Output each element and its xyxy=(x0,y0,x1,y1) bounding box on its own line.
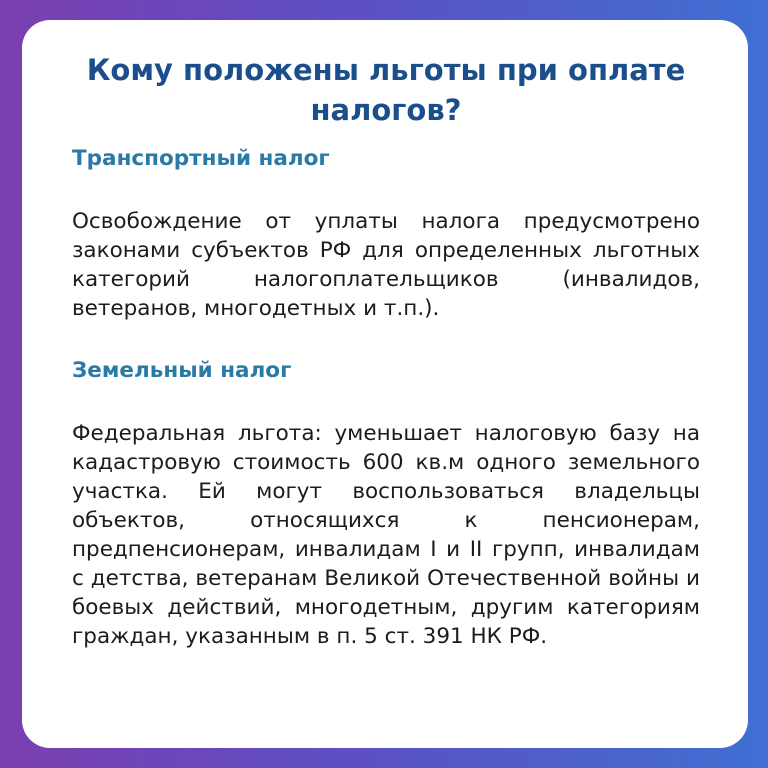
section-heading-land-tax: Земельный налог xyxy=(72,358,292,383)
section-heading-transport-tax: Транспортный налог xyxy=(72,146,330,171)
content-card xyxy=(22,20,748,748)
section-text-land-tax: Федеральная льгота: уменьшает налоговую базу на кадастровую стоимость 600 кв.м одного земельного участка. Ей могут воспользоваться владельцы объектов, относящихся к пенсионерам, предпенсионерам, инвалидам I и II групп, инвалидам с детства, ветеранам Великой Отечественной войны и боевых действий, многодетным, другим категориям граждан, указанным в п. 5 ст. 391 НК РФ. xyxy=(72,421,700,649)
section-text-transport-tax: Освобождение от уплаты налога предусмотрено законами субъектов РФ для определенных льготных категорий налогоплательщиков (инвалидов, ветеранов, многодетных и т.п.). xyxy=(72,209,700,321)
page-title: Кому положены льготы при оплате налогов? xyxy=(86,53,686,127)
